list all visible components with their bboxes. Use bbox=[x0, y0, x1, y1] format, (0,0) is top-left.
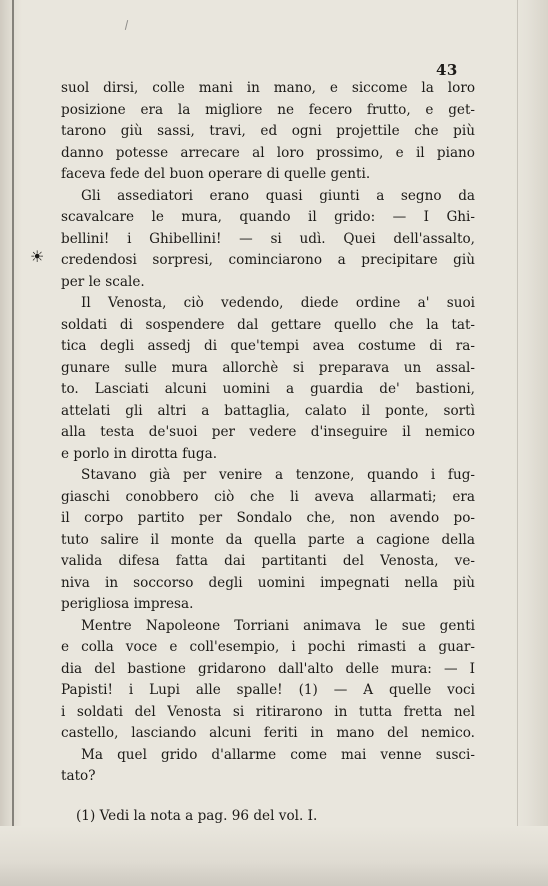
text-line: suol dirsi, colle mani in mano, e siccome la loro bbox=[61, 80, 475, 96]
footnote: (1) Vedi la nota a pag. 96 del vol. I. bbox=[76, 808, 318, 824]
text-line: attelati gli altri a battaglia, calato il ponte, sortì bbox=[61, 402, 475, 419]
text-line: il corpo partito per Sondalo che, non avendo po- bbox=[61, 510, 475, 526]
text-line: posizione era la migliore ne fecero frutto, e get- bbox=[61, 101, 475, 118]
page-edge-right bbox=[514, 0, 548, 886]
stray-ink-mark bbox=[125, 20, 128, 30]
page-bottom-shadow bbox=[0, 826, 548, 886]
paragraph-start-line: Ma quel grido d'allarme come mai venne susci- bbox=[81, 746, 475, 763]
paragraph-start-line: Il Venosta, ciò vedendo, diede ordine a' suoi bbox=[81, 295, 475, 311]
text-line: e porlo in dirotta fuga. bbox=[61, 445, 218, 462]
text-line: perigliosa impresa. bbox=[61, 596, 194, 612]
text-line: tuto salire il monte da quella parte a cagione della bbox=[61, 531, 475, 548]
text-line: castello, lasciando alcuni feriti in mano del nemico. bbox=[61, 725, 475, 741]
paragraph-start-line: Gli assediatori erano quasi giunti a segno da bbox=[81, 187, 475, 204]
page-edge-line bbox=[517, 0, 518, 886]
paragraph-start-line: Stavano già per venire a tenzone, quando i fug- bbox=[81, 467, 475, 483]
text-line: tato? bbox=[61, 768, 96, 784]
binding-line bbox=[12, 0, 14, 886]
text-line: gunare sulle mura allorchè si preparava un assal- bbox=[61, 359, 475, 376]
text-line: Papisti! i Lupi alle spalle! (1) — A quelle voci bbox=[61, 682, 475, 698]
text-line: alla testa de'suoi per vedere d'inseguire il nemico bbox=[61, 424, 475, 440]
text-line: tica degli assedj di que'tempi avea costume di ra- bbox=[61, 338, 475, 354]
text-line: credendosi sorpresi, cominciarono a precipitare giù bbox=[61, 252, 475, 268]
text-line: giaschi conobbero ciò che li aveva allarmati; era bbox=[61, 488, 475, 505]
text-line: soldati di sospendere dal gettare quello che la tat- bbox=[61, 316, 475, 333]
text-line: valida difesa fatta dai partitanti del Venosta, ve- bbox=[61, 553, 475, 569]
page-spine-shadow bbox=[0, 0, 22, 886]
text-line: per le scale. bbox=[61, 273, 145, 290]
text-line: e colla voce e coll'esempio, i pochi rimasti a guar- bbox=[61, 639, 475, 655]
text-line: to. Lasciati alcuni uomini a guardia de' bastioni, bbox=[61, 381, 475, 397]
text-line: dia del bastione gridarono dall'alto delle mura: — I bbox=[61, 660, 475, 677]
body-text bbox=[61, 78, 475, 788]
text-line: i soldati del Venosta si ritirarono in tutta fretta nel bbox=[61, 703, 475, 720]
page-number: 43 bbox=[436, 61, 458, 79]
text-line: tarono giù sassi, travi, ed ogni projettile che più bbox=[61, 123, 475, 139]
margin-ink-mark-icon: ☀ bbox=[30, 247, 45, 266]
text-line: faceva fede del buon operare di quelle genti. bbox=[61, 166, 371, 182]
text-line: scavalcare le mura, quando il grido: — I Ghi- bbox=[61, 209, 475, 225]
paragraph-start-line: Mentre Napoleone Torriani animava le sue genti bbox=[81, 617, 475, 634]
text-line: bellini! i Ghibellini! — si udì. Quei dell'assalto, bbox=[61, 230, 475, 247]
text-line: niva in soccorso degli uomini impegnati nella più bbox=[61, 574, 475, 591]
text-line: danno potesse arrecare al loro prossimo, e il piano bbox=[61, 144, 475, 161]
